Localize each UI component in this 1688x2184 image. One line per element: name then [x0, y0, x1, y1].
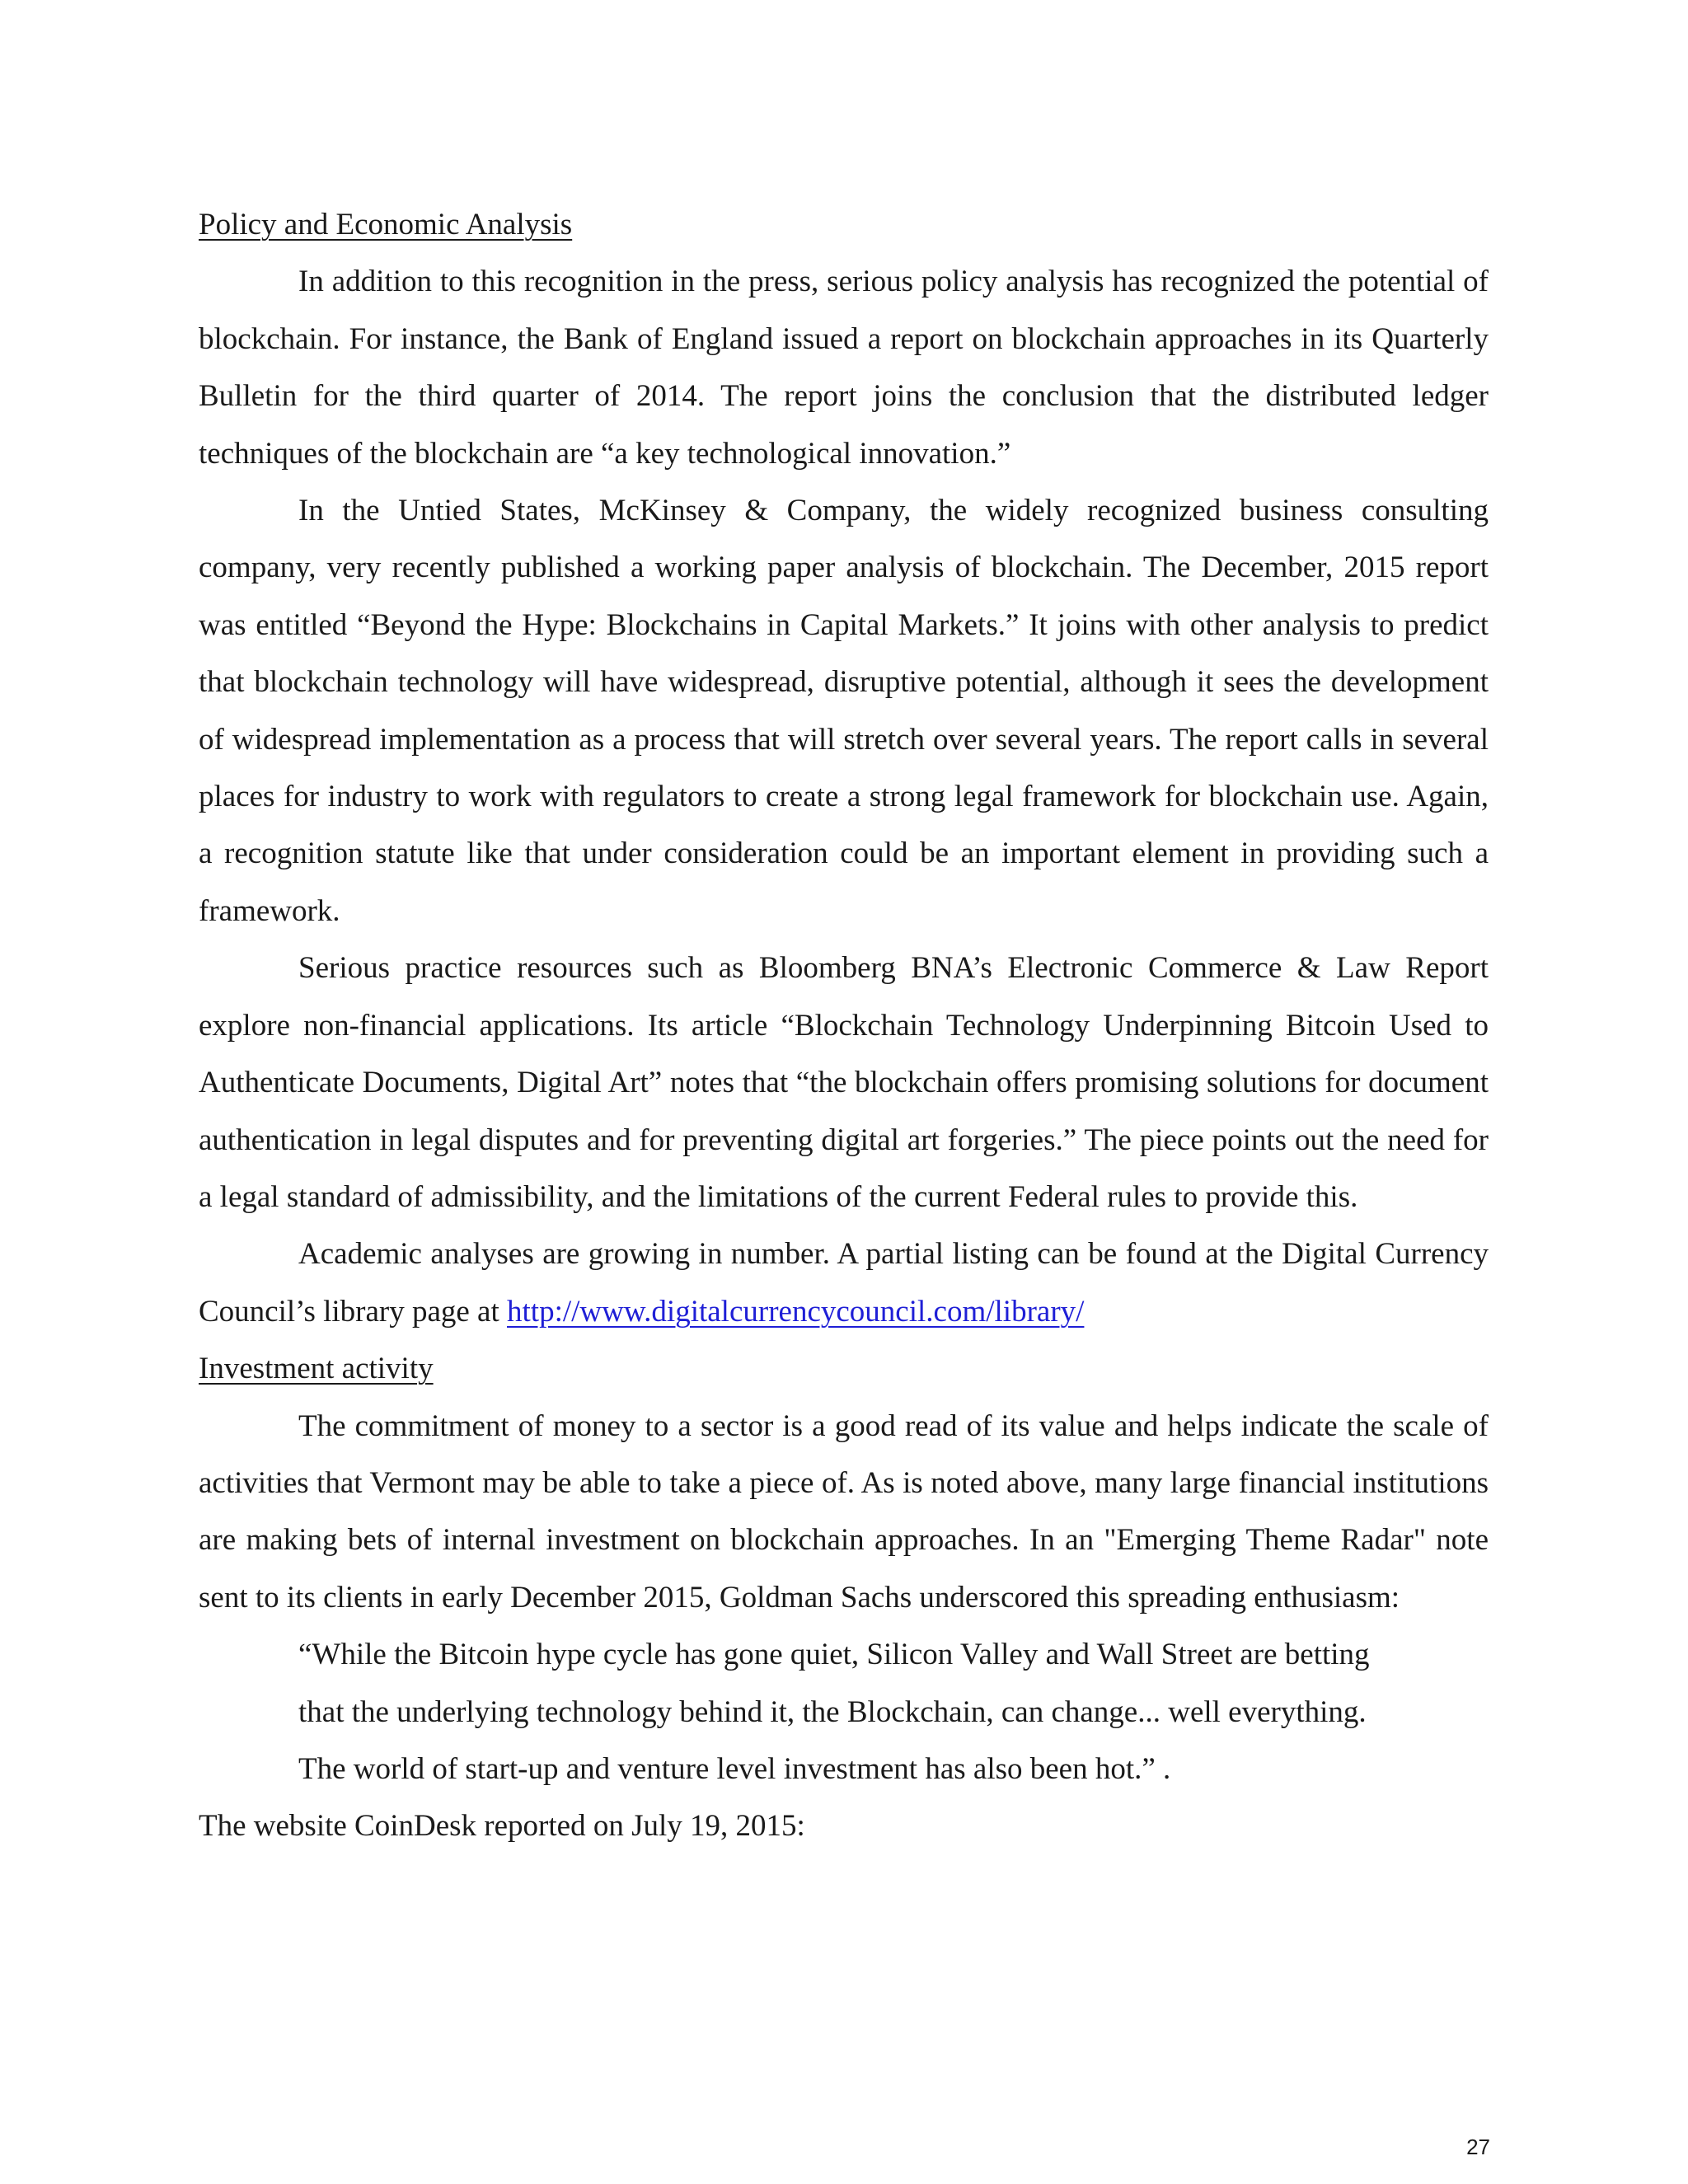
page-number: 27 [1466, 2135, 1490, 2159]
quote-line: that the underlying technology behind it, the Blockchain, can change... well everything. [298, 1694, 1367, 1729]
section-heading-policy: Policy and Economic Analysis [199, 208, 573, 241]
paragraph-commitment: The commitment of money to a sector is a good read of its value and helps indicate the scale of activities that Vermont may be able to take a piece of. As is noted above, many large financial institutions are making bets of internal investment on blockchain approaches. In an "Emerging Theme Radar" note sent to its clients in early December 2015, Goldman Sachs underscored this spreading enthusiasm: [199, 1408, 1489, 1615]
digital-currency-council-link[interactable]: http://www.digitalcurrencycouncil.com/library/ [507, 1294, 1085, 1329]
paragraph-coindesk: The website CoinDesk reported on July 19, 2015: [199, 1809, 805, 1844]
paragraph-academic-text: Academic analyses are growing in number. A partial listing can be found at the Digital Currency Council’s library page at [199, 1237, 1489, 1329]
document-page [199, 196, 1489, 1855]
quote-line: The world of start-up and venture level investment has also been hot.” . [298, 1751, 1171, 1786]
paragraph-mckinsey: In the Untied States, McKinsey & Company, the widely recognized business consulting company, very recently published a working paper analysis of blockchain. The December, 2015 report was entitled “Beyond the Hype: Blockchains in Capital Markets.” It joins with other analysis to predict that blockchain technology will have widespread, disruptive potential, although it sees the development of widespread implementation as a process that will stretch over several years. The report calls in several places for industry to work with regulators to create a strong legal framework for blockchain use. Again, a recognition statute like that under consideration could be an important element in providing such a framework. [199, 494, 1489, 928]
section-heading-investment: Investment activity [199, 1352, 434, 1386]
goldman-quote [298, 1626, 1489, 1797]
paragraph-academic [199, 1226, 1489, 1340]
quote-line: “While the Bitcoin hype cycle has gone quiet, Silicon Valley and Wall Street are betting [298, 1638, 1370, 1672]
paragraph-bank-of-england: In addition to this recognition in the press, serious policy analysis has recognized the potential of blockchain. For instance, the Bank of England issued a report on blockchain approaches in its Quarterly Bulletin for the third quarter of 2014. The report joins the conclusion that the distributed ledger techniques of the blockchain are “a key technological innovation.” [199, 265, 1489, 471]
paragraph-bloomberg: Serious practice resources such as Bloomberg BNA’s Electronic Commerce & Law Report explore non-financial applications. Its article “Blockchain Technology Underpinning Bitcoin Used to Authenticate Documents, Digital Art” notes that “the blockchain offers promising solutions for document authentication in legal disputes and for preventing digital art forgeries.” The piece points out the need for a legal standard of admissibility, and the limitations of the current Federal rules to provide this. [199, 951, 1489, 1214]
